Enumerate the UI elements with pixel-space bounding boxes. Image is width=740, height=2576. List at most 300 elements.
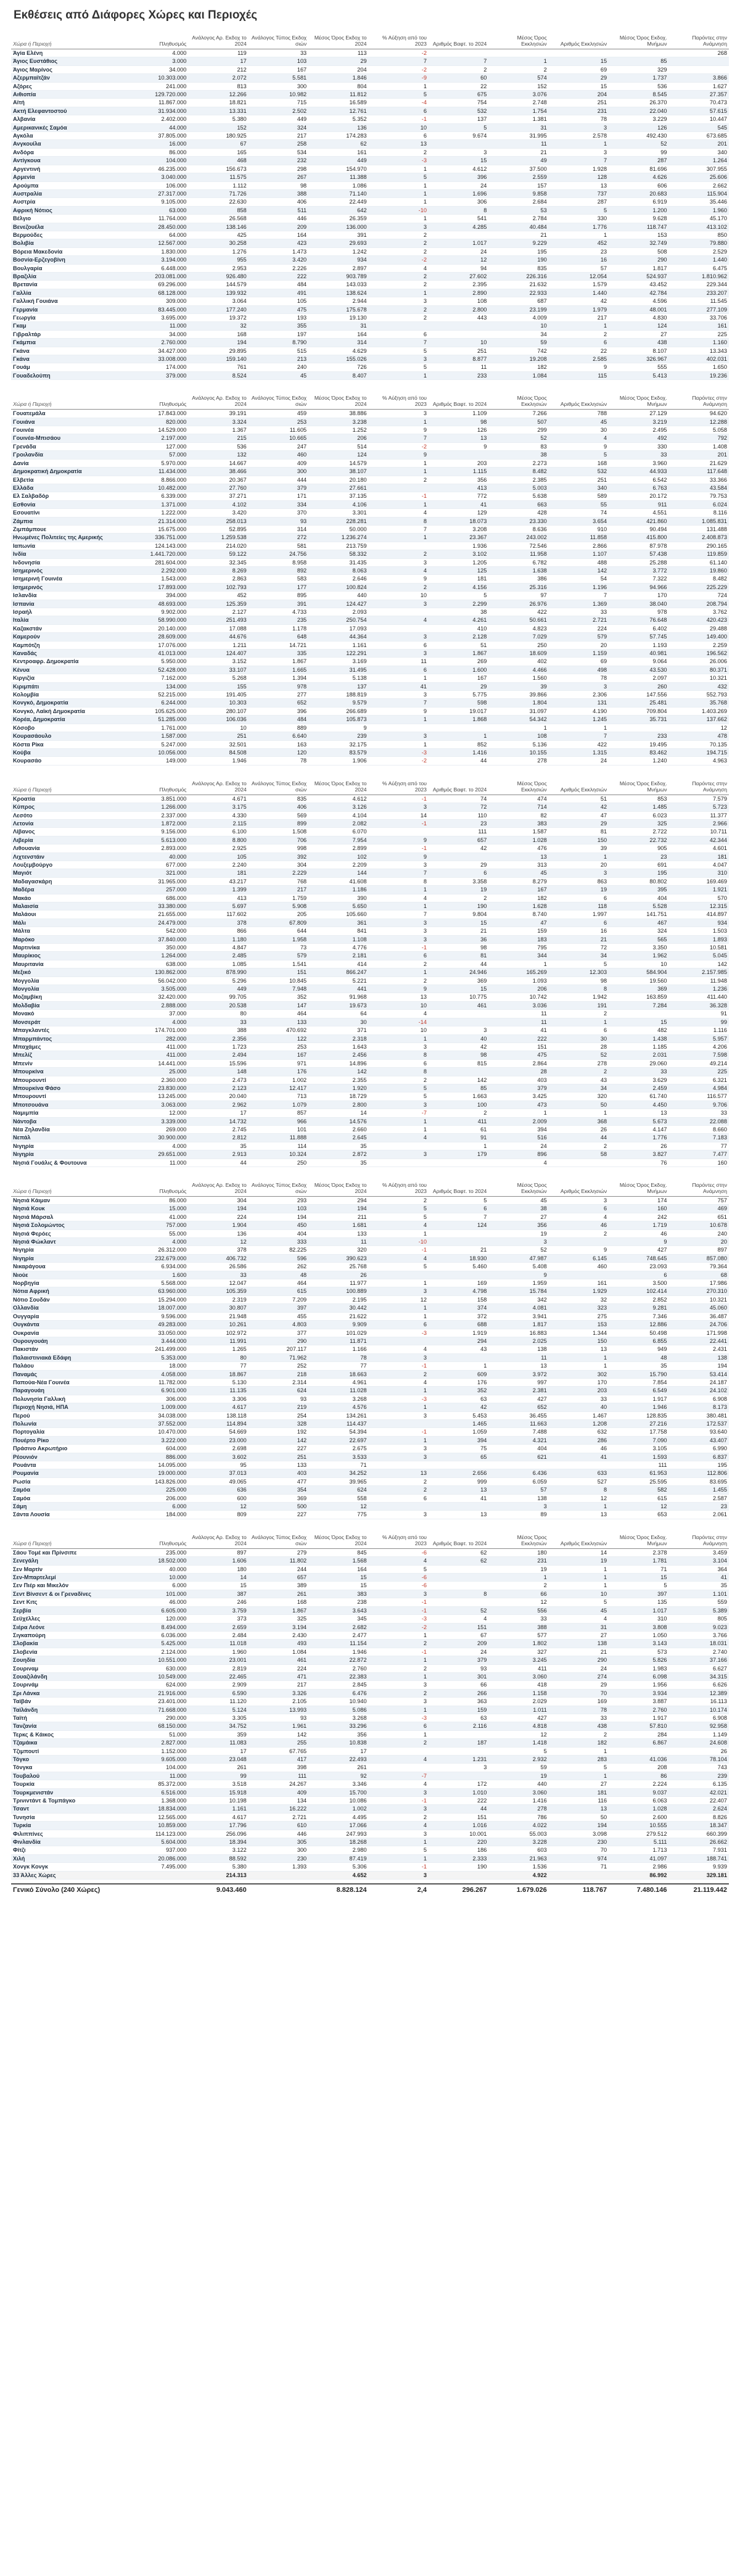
country-name: Νησιά Φερόες: [11, 1229, 128, 1237]
table-cell: 93: [249, 1395, 308, 1403]
table-row: [11, 861, 729, 869]
table-cell: 41.036: [609, 1756, 668, 1764]
table-cell: 46: [549, 1445, 609, 1453]
table-cell: 11.028: [308, 1387, 368, 1395]
table-cell: [369, 1461, 429, 1469]
table-cell: 404: [488, 1445, 548, 1453]
table-cell: 253: [249, 1042, 308, 1051]
table-cell: 15: [308, 1582, 368, 1590]
table-cell: 5.826: [609, 1656, 668, 1664]
table-cell: 58.332: [308, 550, 368, 558]
table-cell: 1.264: [669, 157, 729, 165]
country-name: Ρουμανία: [11, 1469, 128, 1477]
table-cell: 157: [488, 181, 548, 189]
column-header: Παρόντες στην Ανάμνηση: [669, 392, 729, 410]
grand-total-cell: [249, 1884, 308, 1896]
table-cell: 850: [669, 231, 729, 239]
table-cell: 4: [369, 1221, 429, 1229]
table-cell: 476: [488, 844, 548, 852]
table-cell: 119: [188, 49, 248, 57]
table-cell: 1: [369, 1117, 429, 1125]
country-name: Κονγκό, Δημοκρατία: [11, 699, 128, 707]
table-cell: 301: [429, 1672, 488, 1680]
table-cell: 175.678: [308, 305, 368, 313]
country-name: Τερκς & Κάικος: [11, 1730, 128, 1738]
table-row: [11, 1370, 729, 1378]
table-cell: 29: [429, 682, 488, 690]
table-cell: 903.789: [308, 272, 368, 280]
table-cell: 409: [249, 1788, 308, 1796]
table-row: [11, 1411, 729, 1419]
table-cell: 600: [188, 1494, 248, 1502]
table-cell: 335: [249, 650, 308, 658]
table-cell: 1: [549, 140, 609, 148]
table-row: [11, 206, 729, 214]
table-row: [11, 650, 729, 658]
table-cell: 71.726: [188, 189, 248, 197]
country-name: Σαμόα: [11, 1486, 128, 1494]
table-cell: 114.437: [308, 1419, 368, 1427]
table-cell: 222: [249, 272, 308, 280]
table-row: [11, 1606, 729, 1614]
table-cell: 7.477: [669, 1150, 729, 1158]
table-cell: 3.851.000: [128, 795, 188, 803]
table-cell: 2.402.000: [128, 115, 188, 123]
table-cell: 14.529.000: [128, 426, 188, 434]
table-cell: 8.524: [188, 371, 248, 379]
table-cell: 15: [549, 82, 609, 90]
table-cell: 22.933: [488, 289, 548, 297]
table-cell: 1.158: [488, 1689, 548, 1697]
country-name: Τυρκία: [11, 1822, 128, 1830]
table-cell: 147.556: [609, 691, 668, 699]
table-cell: 2.600: [609, 1813, 668, 1821]
table-cell: 306.000: [128, 1395, 188, 1403]
table-row: [11, 1221, 729, 1229]
table-cell: 42: [429, 1403, 488, 1411]
table-cell: 39: [549, 844, 609, 852]
table-cell: 4: [369, 1557, 429, 1565]
table-cell: 8.958: [249, 558, 308, 566]
table-cell: 1: [369, 189, 429, 197]
table-cell: 1: [369, 468, 429, 476]
table-cell: 40.981: [609, 650, 668, 658]
table-row: [11, 1197, 729, 1205]
table-cell: 402.031: [669, 355, 729, 363]
table-cell: 41: [669, 1574, 729, 1582]
table-cell: 278: [488, 1805, 548, 1813]
table-cell: 29: [549, 1681, 609, 1689]
table-cell: 2.812: [188, 1134, 248, 1142]
table-cell: 6: [369, 132, 429, 140]
table-cell: 38: [429, 608, 488, 616]
table-cell: 86.000: [128, 1197, 188, 1205]
table-cell: 1: [369, 1672, 429, 1680]
country-name: Αζερμπαϊτζάν: [11, 74, 128, 82]
table-row: [11, 534, 729, 542]
table-cell: 28: [549, 1042, 609, 1051]
table-cell: 6: [369, 1494, 429, 1502]
table-row: [11, 1436, 729, 1444]
table-cell: 414.897: [669, 910, 729, 919]
table-cell: 1.960: [669, 206, 729, 214]
table-cell: 302: [549, 1370, 609, 1378]
table-cell: 352: [249, 993, 308, 1001]
table-cell: 10: [369, 123, 429, 131]
table-cell: 772: [429, 492, 488, 500]
table-cell: 50: [549, 1813, 609, 1821]
table-cell: 54: [549, 575, 609, 583]
table-cell: 5: [369, 1846, 429, 1854]
table-row: [11, 1042, 729, 1051]
table-cell: 70: [549, 1846, 609, 1854]
country-name: Πουέρτο Ρίκο: [11, 1436, 128, 1444]
table-cell: 15: [609, 1574, 668, 1582]
table-cell: 323: [549, 1304, 609, 1312]
table-cell: 232.679.000: [128, 1254, 188, 1262]
column-header: Ανάλογος Αρ. Εκδοχ το 2024: [188, 1532, 248, 1549]
table-row: [11, 575, 729, 583]
table-cell: 163: [249, 740, 308, 748]
table-cell: 3: [369, 1698, 429, 1706]
table-cell: 13: [609, 1109, 668, 1117]
table-cell: 22.465: [188, 1672, 248, 1680]
country-table: [11, 1179, 729, 1519]
table-cell: 9: [549, 363, 609, 371]
table-cell: 27: [549, 1780, 609, 1788]
table-cell: 4: [549, 1615, 609, 1623]
table-cell: 30: [308, 1018, 368, 1026]
table-cell: 333: [249, 1238, 308, 1246]
table-cell: 155.026: [308, 355, 368, 363]
table-cell: [369, 724, 429, 732]
table-cell: 67.765: [249, 1747, 308, 1755]
table-cell: 24.102: [669, 1387, 729, 1395]
table-cell: 3: [369, 410, 429, 418]
table-cell: 31.435: [308, 558, 368, 566]
table-cell: 2.646: [308, 575, 368, 583]
table-cell: 380.481: [669, 1411, 729, 1419]
table-cell: 6.448.000: [128, 264, 188, 272]
table-cell: 866.247: [308, 968, 368, 976]
table-cell: 70.473: [669, 99, 729, 107]
column-header: % Αύξηση από του 2023: [369, 1532, 429, 1549]
country-name: Κορέα, Δημοκρατία: [11, 716, 128, 724]
table-cell: 40: [429, 1034, 488, 1042]
table-cell: 1.962: [609, 952, 668, 960]
table-cell: 11: [429, 363, 488, 371]
table-cell: 194: [669, 1362, 729, 1370]
table-cell: 467: [609, 919, 668, 927]
table-cell: 10.665: [249, 434, 308, 442]
table-cell: 470.692: [249, 1026, 308, 1034]
table-cell: 168: [549, 459, 609, 467]
table-cell: 4.803: [249, 1321, 308, 1329]
table-cell: 33.008.000: [128, 355, 188, 363]
country-name: Μάλτα: [11, 927, 128, 935]
table-cell: 152: [188, 123, 248, 131]
table-cell: 768: [249, 877, 308, 885]
table-cell: 5: [369, 1565, 429, 1573]
table-cell: 5.413: [609, 371, 668, 379]
table-cell: 2: [369, 1664, 429, 1672]
table-cell: 314: [308, 339, 368, 347]
table-cell: 63.000: [128, 206, 188, 214]
table-cell: 48.693.000: [128, 600, 188, 608]
table-row: [11, 1747, 729, 1755]
table-cell: 352: [429, 1387, 488, 1395]
table-row: [11, 1664, 729, 1672]
table-cell: 2: [369, 239, 429, 247]
table-cell: 167: [249, 65, 308, 73]
table-cell: 2.722: [609, 828, 668, 836]
table-cell: 475: [249, 305, 308, 313]
table-cell: 22.732: [609, 836, 668, 844]
table-cell: 18.031: [669, 1640, 729, 1648]
table-cell: 1.868: [429, 716, 488, 724]
table-cell: 11.377: [669, 811, 729, 819]
table-cell: 309.000: [128, 297, 188, 305]
table-cell: 24: [488, 1142, 548, 1150]
table-cell: [488, 1461, 548, 1469]
table-cell: 10.174: [669, 1706, 729, 1714]
table-cell: 1.802: [488, 1640, 548, 1648]
table-cell: 754: [429, 99, 488, 107]
column-header: Πληθυσμός: [128, 32, 188, 49]
table-cell: 167: [488, 886, 548, 894]
table-cell: 15: [429, 919, 488, 927]
table-cell: 1: [549, 1582, 609, 1590]
table-cell: 4.495: [308, 1813, 368, 1821]
table-cell: 241.000: [128, 82, 188, 90]
table-cell: 1.917: [609, 1395, 668, 1403]
table-row: [11, 707, 729, 715]
table-cell: -7: [369, 1772, 429, 1780]
column-header: Αριθμός Βαφτ. το 2024: [429, 392, 488, 410]
table-row: [11, 1295, 729, 1303]
table-cell: 1.440: [549, 289, 609, 297]
table-cell: 261: [249, 1590, 308, 1598]
country-name: Αζόρες: [11, 82, 128, 90]
table-row: [11, 944, 729, 952]
table-cell: 44.364: [308, 633, 368, 641]
country-name: Ιταλία: [11, 616, 128, 624]
country-name: Κεντροαφρ. Δημοκρατία: [11, 658, 128, 666]
table-cell: 207.117: [249, 1345, 308, 1353]
table-cell: 2: [549, 1730, 609, 1738]
table-cell: 1.593: [609, 1453, 668, 1461]
table-cell: [549, 1871, 609, 1879]
table-cell: 242: [609, 1213, 668, 1221]
table-cell: 277.109: [669, 305, 729, 313]
table-row: [11, 869, 729, 877]
column-header: % Αύξηση από του 2023: [369, 1179, 429, 1197]
table-cell: 77: [188, 1362, 248, 1370]
table-cell: 22.697: [308, 1436, 368, 1444]
table-cell: 23.367: [429, 534, 488, 542]
table-cell: 168: [188, 330, 248, 338]
table-cell: 2.962: [188, 1100, 248, 1108]
table-cell: 492: [609, 434, 668, 442]
table-cell: 110: [429, 811, 488, 819]
country-name: Ρουάντα: [11, 1461, 128, 1469]
table-row: [11, 558, 729, 566]
table-cell: 1: [369, 886, 429, 894]
table-cell: 3: [429, 1764, 488, 1772]
table-cell: 1.638: [488, 566, 548, 574]
table-cell: 2.585: [549, 355, 609, 363]
table-cell: 570: [669, 894, 729, 902]
table-cell: 3.122: [188, 1846, 248, 1854]
table-cell: 4.823: [488, 624, 548, 632]
table-row: [11, 189, 729, 197]
table-cell: 20: [549, 641, 609, 649]
table-cell: 54.342: [488, 716, 548, 724]
table-cell: 71.140: [308, 189, 368, 197]
table-cell: 413: [188, 894, 248, 902]
table-cell: 57: [488, 1486, 548, 1494]
table-cell: 624.000: [128, 1681, 188, 1689]
country-name: Νησιά Σολομώντος: [11, 1221, 128, 1229]
table-cell: 743: [669, 1764, 729, 1772]
table-cell: 28.609.000: [128, 633, 188, 641]
table-cell: 8.866.000: [128, 476, 188, 484]
table-cell: 23.093: [609, 1263, 668, 1271]
table-cell: 52: [429, 1606, 488, 1614]
table-cell: 101.000: [128, 1590, 188, 1598]
table-cell: 136.000: [308, 223, 368, 231]
table-cell: 606: [609, 181, 668, 189]
table-cell: 714: [488, 803, 548, 811]
table-cell: 250.754: [308, 616, 368, 624]
table-cell: 1.536: [488, 1863, 548, 1871]
table-cell: 527: [549, 1477, 609, 1485]
table-cell: 1.149: [669, 1730, 729, 1738]
country-name: Παπούα-Νέα Γουινέα: [11, 1378, 128, 1386]
country-name: Τουβαλού: [11, 1772, 128, 1780]
table-cell: 169: [549, 1698, 609, 1706]
column-header: Αριθμός Εκκλησιών: [549, 778, 609, 795]
table-cell: -6: [369, 1574, 429, 1582]
table-cell: 134.261: [308, 1411, 368, 1419]
table-cell: 411.440: [669, 993, 729, 1001]
table-cell: 108: [429, 297, 488, 305]
table-cell: 2.082: [308, 819, 368, 827]
country-name: Μπελίζ: [11, 1051, 128, 1059]
column-header: Αριθμός Βαφτ. το 2024: [429, 778, 488, 795]
country-name: Αυστρία: [11, 198, 128, 206]
table-cell: 42: [429, 1042, 488, 1051]
table-cell: 404: [249, 1229, 308, 1237]
country-name: Φίτζι: [11, 1846, 128, 1854]
table-cell: 1.079: [249, 1100, 308, 1108]
table-row: [11, 1453, 729, 1461]
table-row: [11, 426, 729, 434]
country-name: Παναμάς: [11, 1370, 128, 1378]
table-cell: 372: [429, 1312, 488, 1320]
table-cell: -4: [369, 99, 429, 107]
table-cell: 6.024: [669, 500, 729, 508]
table-cell: 10.859.000: [128, 1822, 188, 1830]
table-cell: 2.745: [188, 1125, 248, 1133]
table-cell: 261: [188, 1764, 248, 1772]
table-cell: 1: [549, 231, 609, 239]
table-cell: 3: [369, 650, 429, 658]
table-cell: 1.011: [488, 1706, 548, 1714]
table-cell: 57: [549, 264, 609, 272]
table-cell: 3: [549, 148, 609, 156]
table-cell: 15.294.000: [128, 1295, 188, 1303]
table-cell: 38.466: [188, 468, 248, 476]
table-cell: 1: [369, 181, 429, 189]
table-cell: 32: [188, 322, 248, 330]
table-cell: 3.762: [669, 608, 729, 616]
table-cell: 1.761.000: [128, 724, 188, 732]
table-cell: 3.268: [308, 1714, 368, 1722]
table-cell: 310: [669, 869, 729, 877]
table-cell: 2: [369, 314, 429, 322]
table-cell: 47: [488, 919, 548, 927]
table-cell: 1.093: [488, 976, 548, 985]
table-cell: 536: [609, 82, 668, 90]
table-cell: 44.000: [128, 123, 188, 131]
table-cell: 251: [429, 347, 488, 355]
table-cell: 350.000: [128, 944, 188, 952]
table-cell: 895: [249, 592, 308, 600]
table-cell: 478: [669, 732, 729, 740]
table-cell: 8.107: [609, 347, 668, 355]
table-cell: 164: [308, 330, 368, 338]
table-cell: 1: [369, 1656, 429, 1664]
grand-total-cell: 118.767: [549, 1884, 609, 1896]
table-cell: 10.056.000: [128, 748, 188, 756]
table-cell: -3: [369, 748, 429, 756]
table-cell: 9: [369, 836, 429, 844]
table-cell: 1.961: [249, 1722, 308, 1730]
table-row: [11, 231, 729, 239]
table-cell: 1: [369, 1229, 429, 1237]
table-cell: 6: [369, 107, 429, 115]
table-cell: 10.838: [308, 1739, 368, 1747]
table-cell: 19: [488, 1772, 548, 1780]
country-name: Εσθονία: [11, 500, 128, 508]
table-cell: 1.193: [609, 641, 668, 649]
country-name: Κιργιζία: [11, 674, 128, 682]
table-cell: 10.555: [609, 1822, 668, 1830]
table-cell: 863: [549, 877, 609, 885]
column-header: Παρόντες στην Ανάμνηση: [669, 1532, 729, 1549]
table-cell: [669, 65, 729, 73]
column-header: % Αύξηση από του 2023: [369, 778, 429, 795]
column-header: % Αύξηση από του 2023: [369, 32, 429, 49]
table-cell: 227: [249, 1445, 308, 1453]
table-cell: 852: [429, 740, 488, 748]
table-cell: 966: [249, 1117, 308, 1125]
table-cell: 29: [308, 57, 368, 65]
table-cell: 39: [488, 682, 548, 690]
table-cell: 69: [549, 65, 609, 73]
table-cell: 6.626: [669, 1681, 729, 1689]
table-cell: 2.128: [429, 633, 488, 641]
country-name: Άγιος Ευστάθιος: [11, 57, 128, 65]
table-cell: 1: [549, 1109, 609, 1117]
table-cell: 857: [249, 1109, 308, 1117]
table-cell: 27.129: [609, 410, 668, 418]
tables-container: [11, 32, 729, 1880]
table-cell: 67.809: [249, 919, 308, 927]
table-cell: 4.058.000: [128, 1370, 188, 1378]
table-cell: 320: [549, 1092, 609, 1100]
